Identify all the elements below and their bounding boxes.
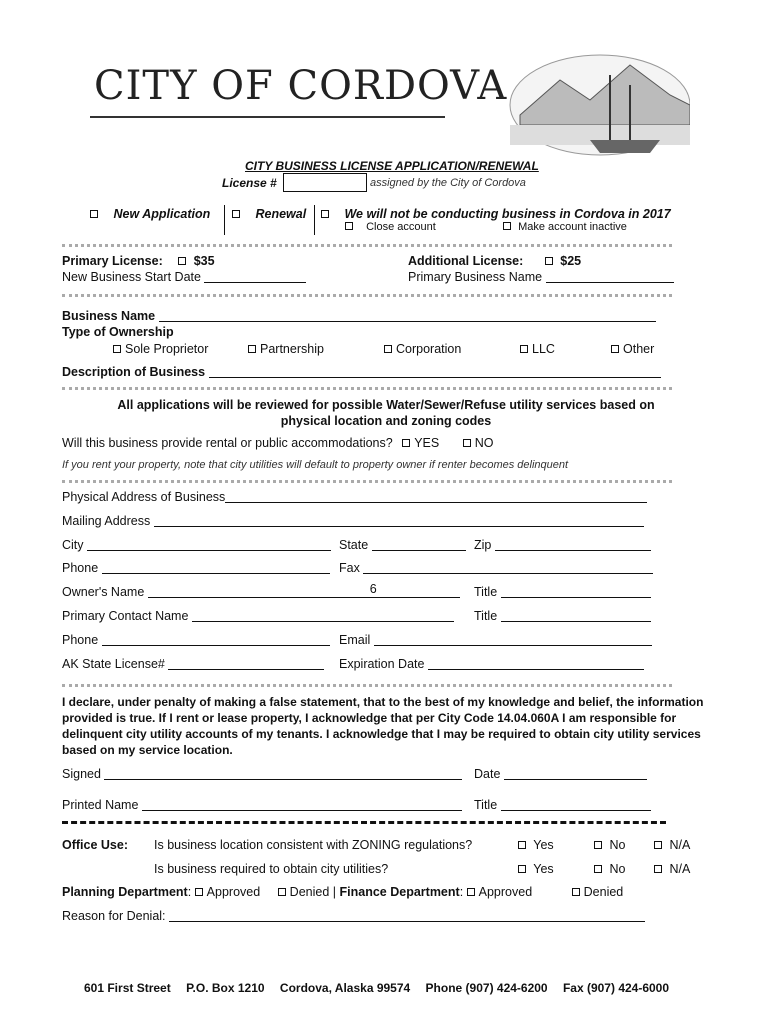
- zip-line[interactable]: [495, 538, 651, 551]
- make-inactive-checkbox[interactable]: [503, 222, 511, 230]
- signed-line[interactable]: [104, 767, 462, 780]
- declaration-text: I declare, under penalty of making a false statement, that to the best of my knowledge and belief, the information provided is true. If I rent or lease property, I acknowledge that per City Code 14.04.060A I am responsible for delinquent city utility accounts of my tenants. I acknowledge that I may be required to obtain city utility services based on my service location.: [62, 695, 704, 757]
- contact-title-line[interactable]: [501, 609, 651, 622]
- department-approval-row: Planning Department: Approved Denied | Finance Department: Approved Denied: [62, 885, 624, 899]
- primary-license-checkbox[interactable]: [178, 257, 186, 265]
- primary-business-name-field[interactable]: [408, 270, 674, 284]
- owner-title-label: Title: [474, 585, 498, 599]
- ownership-partnership[interactable]: [248, 342, 324, 356]
- business-name-label: Business Name: [62, 309, 156, 323]
- zoning-no-checkbox[interactable]: [594, 841, 602, 849]
- rental-yes-label: YES: [414, 436, 440, 450]
- footer-po-box: P.O. Box 1210: [186, 981, 265, 995]
- zip-label: Zip: [474, 538, 492, 552]
- license-number-input[interactable]: [283, 173, 367, 192]
- section-divider: [62, 684, 672, 687]
- date-field[interactable]: [474, 767, 647, 781]
- dashed-divider: [62, 821, 666, 824]
- utility-notice: All applications will be reviewed for possible Water/Sewer/Refuse utility services based on physical location and zoning codes: [117, 398, 655, 428]
- owners-name-value: 6: [369, 582, 377, 596]
- date-label: Date: [474, 767, 501, 781]
- ownership-corporation[interactable]: [384, 342, 461, 356]
- zoning-na-label: N/A: [669, 838, 691, 852]
- declaration-title-line[interactable]: [501, 798, 651, 811]
- description-label: Description of Business: [62, 365, 206, 379]
- zoning-yes-checkbox[interactable]: [518, 841, 526, 849]
- start-date-field[interactable]: [62, 270, 306, 284]
- finance-denied-checkbox[interactable]: [572, 888, 580, 896]
- zoning-na[interactable]: [654, 838, 690, 852]
- corporation-checkbox[interactable]: [384, 345, 392, 353]
- logo-text: CITY OF CORDOVA: [94, 63, 508, 109]
- email-label: Email: [339, 633, 371, 647]
- renewal-option[interactable]: [232, 207, 306, 221]
- finance-denied-label: Denied: [583, 885, 624, 899]
- section-divider: [62, 294, 672, 297]
- planning-department-label: Planning Department: [62, 885, 188, 899]
- sole-proprietor-checkbox[interactable]: [113, 345, 121, 353]
- license-note: assigned by the City of Cordova: [370, 177, 526, 189]
- form-title: CITY BUSINESS LICENSE APPLICATION/RENEWAL: [245, 159, 539, 173]
- date-line[interactable]: [504, 767, 647, 780]
- primary-license[interactable]: [62, 254, 215, 268]
- reason-denial-label: Reason for Denial:: [62, 909, 166, 923]
- utilities-yes-checkbox[interactable]: [518, 865, 526, 873]
- reason-denial-line[interactable]: [169, 909, 645, 922]
- footer-fax: Fax (907) 424-6000: [562, 981, 670, 995]
- description-line[interactable]: [209, 365, 661, 378]
- planning-denied-checkbox[interactable]: [278, 888, 286, 896]
- expiration-field[interactable]: [339, 657, 644, 671]
- make-inactive-option[interactable]: [503, 221, 627, 233]
- fax-field[interactable]: [339, 561, 653, 575]
- utilities-no-label: No: [609, 862, 626, 876]
- divider: [314, 205, 315, 235]
- close-account-checkbox[interactable]: [345, 222, 353, 230]
- declaration-title-field[interactable]: [474, 798, 651, 812]
- fax-line[interactable]: [363, 561, 653, 574]
- printed-name-label: Printed Name: [62, 798, 139, 812]
- phone-field[interactable]: [62, 561, 330, 575]
- city-field[interactable]: [62, 538, 331, 552]
- footer-contact: [84, 981, 669, 995]
- ownership-llc[interactable]: [520, 342, 555, 356]
- reason-denial-field[interactable]: [62, 909, 645, 923]
- other-checkbox[interactable]: [611, 345, 619, 353]
- owners-name-line[interactable]: [148, 582, 460, 598]
- expiration-label: Expiration Date: [339, 657, 425, 671]
- renewal-label: Renewal: [255, 207, 307, 221]
- partnership-checkbox[interactable]: [248, 345, 256, 353]
- contact-title-field[interactable]: [474, 609, 651, 623]
- physical-address-line[interactable]: [225, 490, 647, 503]
- additional-license[interactable]: [408, 254, 581, 268]
- state-field[interactable]: [339, 538, 466, 552]
- other-label: Other: [623, 342, 655, 356]
- sole-proprietor-label: Sole Proprietor: [125, 342, 209, 356]
- corporation-label: Corporation: [396, 342, 462, 356]
- new-application-checkbox[interactable]: [90, 210, 98, 218]
- zip-field[interactable]: [474, 538, 651, 552]
- ownership-sole[interactable]: [113, 342, 208, 356]
- rental-yes-checkbox[interactable]: [402, 439, 410, 447]
- phone-label: Phone: [62, 561, 99, 575]
- state-label: State: [339, 538, 369, 552]
- fax-label: Fax: [339, 561, 360, 575]
- finance-approved-checkbox[interactable]: [467, 888, 475, 896]
- planning-approved-label: Approved: [206, 885, 261, 899]
- email-line[interactable]: [374, 633, 652, 646]
- phone-line[interactable]: [102, 561, 330, 574]
- zoning-no-label: No: [609, 838, 626, 852]
- owner-title-field[interactable]: [474, 585, 651, 599]
- planning-approved-checkbox[interactable]: [195, 888, 203, 896]
- primary-contact-line[interactable]: [192, 609, 454, 622]
- additional-license-label: Additional License:: [408, 254, 524, 268]
- printed-name-field[interactable]: [62, 798, 462, 812]
- rent-note: If you rent your property, note that city utilities will default to property owner if renter becomes delinquent: [62, 459, 569, 471]
- close-account-option[interactable]: [345, 221, 436, 233]
- finance-department-label: Finance Department: [339, 885, 460, 899]
- description-field[interactable]: [62, 365, 661, 379]
- business-name-field[interactable]: [62, 309, 656, 323]
- close-account-label: Close account: [366, 221, 436, 233]
- zoning-question: Is business location consistent with ZONING regulations?: [154, 838, 473, 852]
- physical-address-label: Physical Address of Business: [62, 490, 226, 504]
- contact-title-label: Title: [474, 609, 498, 623]
- utilities-na[interactable]: [654, 862, 690, 876]
- mailing-address-field[interactable]: [62, 514, 644, 528]
- ownership-other[interactable]: [611, 342, 654, 356]
- llc-checkbox[interactable]: [520, 345, 528, 353]
- section-divider: [62, 480, 672, 483]
- utilities-no-checkbox[interactable]: [594, 865, 602, 873]
- contact-phone-label: Phone: [62, 633, 99, 647]
- email-field[interactable]: [339, 633, 652, 647]
- divider: [224, 205, 225, 235]
- footer-address: 601 First Street: [84, 981, 171, 995]
- make-inactive-label: Make account inactive: [518, 221, 627, 233]
- owners-name-label: Owner's Name: [62, 585, 145, 599]
- primary-license-fee: $35: [193, 254, 215, 268]
- signed-label: Signed: [62, 767, 101, 781]
- rental-question: [62, 436, 493, 450]
- rental-no-checkbox[interactable]: [463, 439, 471, 447]
- new-application-label: New Application: [113, 207, 211, 221]
- declaration-title-label: Title: [474, 798, 498, 812]
- ownership-label: Type of Ownership: [62, 325, 174, 339]
- zoning-yes[interactable]: [518, 838, 554, 852]
- contact-phone-field[interactable]: [62, 633, 330, 647]
- partnership-label: Partnership: [260, 342, 324, 356]
- city-label: City: [62, 538, 84, 552]
- printed-name-line[interactable]: [142, 798, 462, 811]
- additional-license-checkbox[interactable]: [545, 257, 553, 265]
- not-conducting-checkbox[interactable]: [321, 210, 329, 218]
- utilities-yes-label: Yes: [533, 862, 554, 876]
- ak-license-field[interactable]: [62, 657, 324, 671]
- rental-no-label: NO: [474, 436, 494, 450]
- signed-field[interactable]: [62, 767, 462, 781]
- section-divider: [62, 387, 672, 390]
- owners-name-field[interactable]: [62, 582, 460, 599]
- footer-phone: Phone (907) 424-6200: [425, 981, 548, 995]
- section-divider: [62, 244, 672, 247]
- owner-title-line[interactable]: [501, 585, 651, 598]
- footer-city-state: Cordova, Alaska 99574: [279, 981, 411, 995]
- contact-phone-line[interactable]: [102, 633, 330, 646]
- mailing-address-label: Mailing Address: [62, 514, 151, 528]
- primary-business-name-label: Primary Business Name: [408, 270, 543, 284]
- new-application-option[interactable]: [90, 207, 210, 221]
- primary-contact-field[interactable]: [62, 609, 454, 623]
- finance-approved-label: Approved: [478, 885, 533, 899]
- planning-denied-label: Denied: [289, 885, 330, 899]
- city-line[interactable]: [87, 538, 331, 551]
- rental-question-text: Will this business provide rental or public accommodations?: [62, 436, 393, 450]
- renewal-checkbox[interactable]: [232, 210, 240, 218]
- zoning-na-checkbox[interactable]: [654, 841, 662, 849]
- utilities-na-checkbox[interactable]: [654, 865, 662, 873]
- not-conducting-option[interactable]: [321, 207, 671, 221]
- city-logo: [90, 45, 690, 160]
- utilities-no[interactable]: [594, 862, 625, 876]
- llc-label: LLC: [532, 342, 555, 356]
- utilities-yes[interactable]: [518, 862, 554, 876]
- expiration-line[interactable]: [428, 657, 644, 670]
- additional-license-fee: $25: [560, 254, 582, 268]
- mailing-address-line[interactable]: [154, 514, 644, 527]
- business-name-line[interactable]: [159, 309, 656, 322]
- ak-license-label: AK State License#: [62, 657, 165, 671]
- state-line[interactable]: [372, 538, 466, 551]
- start-date-label: New Business Start Date: [62, 270, 201, 284]
- start-date-line[interactable]: [204, 270, 306, 283]
- zoning-yes-label: Yes: [533, 838, 554, 852]
- primary-business-name-line[interactable]: [546, 270, 674, 283]
- primary-license-label: Primary License:: [62, 254, 163, 268]
- utilities-question: Is business required to obtain city utilities?: [154, 862, 389, 876]
- not-conducting-label: We will not be conducting business in Cordova in 2017: [344, 207, 671, 221]
- physical-address-field[interactable]: [62, 490, 647, 504]
- utilities-na-label: N/A: [669, 862, 691, 876]
- zoning-no[interactable]: [594, 838, 625, 852]
- office-use-label: Office Use:: [62, 838, 128, 852]
- primary-contact-label: Primary Contact Name: [62, 609, 189, 623]
- license-label: License #: [222, 176, 277, 190]
- ak-license-line[interactable]: [168, 657, 324, 670]
